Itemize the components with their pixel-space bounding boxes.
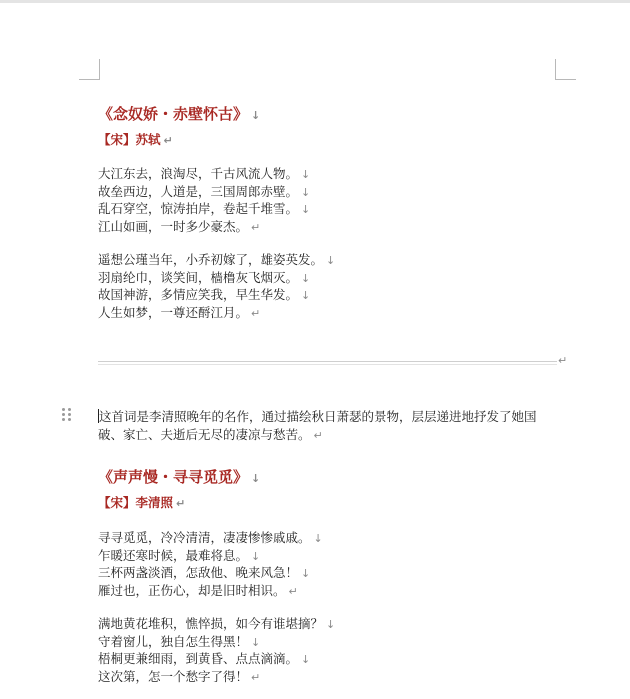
top-edge	[0, 0, 630, 3]
poem2-header	[98, 466, 260, 512]
verse-line[interactable]: 遥想公瑾当年，小乔初嫁了，雄姿英发。 ↓	[98, 252, 336, 267]
margin-corner-top-right	[555, 59, 576, 80]
paragraph-mark: ↵	[251, 306, 261, 320]
drag-handle-icon[interactable]	[62, 408, 72, 422]
verse-line[interactable]: 江山如画，一时多少豪杰。 ↵	[98, 218, 261, 234]
margin-corner-top-left	[79, 59, 100, 80]
verse-line[interactable]: 寻寻觅觅，冷冷清清，凄凄惨惨戚戚。 ↓	[98, 530, 323, 545]
verse-line[interactable]: 梧桐更兼细雨，到黄昏、点点滴滴。 ↓	[98, 651, 311, 667]
paragraph-mark: ↵	[558, 354, 568, 367]
paragraph-mark: ↵	[251, 670, 261, 684]
line-break-mark: ↓	[313, 532, 323, 545]
line-break-mark: ↓	[251, 472, 261, 485]
poem1-header	[98, 103, 260, 149]
poem1-title[interactable]: 《念奴娇・赤壁怀古》 ↓	[98, 105, 261, 123]
poem2-author[interactable]: 【宋】李清照 ↵	[98, 495, 186, 510]
verse-line[interactable]: 大江东去，浪淘尽，千古风流人物。 ↓	[98, 166, 311, 181]
verse-line[interactable]: 人生如梦，一尊还酹江月。 ↵	[98, 304, 261, 320]
verse-line[interactable]: 羽扇纶巾，谈笑间，樯橹灰飞烟灭。 ↓	[98, 269, 311, 285]
poem1-author[interactable]: 【宋】苏轼 ↵	[98, 132, 173, 147]
paragraph-mark: ↵	[251, 220, 261, 234]
verse-line[interactable]: 满地黄花堆积，憔悴损，如今有谁堪摘？ ↓	[98, 616, 336, 631]
line-break-mark: ↓	[301, 653, 311, 667]
line-break-mark: ↓	[301, 185, 311, 199]
poem2-stanza2	[98, 615, 335, 685]
verse-line[interactable]: 故国神游，多情应笑我，早生华发。 ↓	[98, 287, 311, 303]
line-break-mark: ↓	[251, 109, 261, 122]
paragraph-mark: ↵	[288, 584, 298, 598]
line-break-mark: ↓	[301, 271, 311, 285]
line-break-mark: ↓	[251, 635, 261, 649]
paragraph-mark: ↵	[313, 428, 323, 442]
paragraph-mark: ↵	[163, 134, 173, 147]
line-break-mark: ↓	[301, 289, 311, 303]
commentary-paragraph[interactable]: 这首词是李清照晚年的名作，通过描绘秋日萧瑟的景物，层层递进地抒发了她国破、家亡、夫逝后无尽的凄凉与愁苦。 ↵	[98, 409, 537, 442]
verse-line[interactable]: 乱石穿空，惊涛拍岸，卷起千堆雪。 ↓	[98, 201, 311, 217]
poem1-stanza2	[98, 251, 335, 321]
line-break-mark: ↓	[326, 254, 336, 267]
verse-line[interactable]: 故垒西边，人道是，三国周郎赤壁。 ↓	[98, 183, 311, 199]
verse-line[interactable]: 雁过也，正伤心，却是旧时相识。 ↵	[98, 582, 298, 598]
verse-line[interactable]: 三杯两盏淡酒，怎敌他、晚来风急！ ↓	[98, 565, 311, 581]
line-break-mark: ↓	[301, 203, 311, 217]
line-break-mark: ↓	[301, 168, 311, 181]
poem1-stanza1	[98, 165, 310, 235]
line-break-mark: ↓	[251, 549, 261, 563]
paragraph-mark: ↵	[176, 497, 186, 510]
verse-line[interactable]: 守着窗儿，独自怎生得黑！ ↓	[98, 633, 261, 649]
poem2-title[interactable]: 《声声慢・寻寻觅觅》 ↓	[98, 468, 261, 486]
horizontal-rule	[98, 361, 557, 365]
poem2-stanza1	[98, 529, 323, 599]
line-break-mark: ↓	[301, 567, 311, 581]
verse-line[interactable]: 乍暖还寒时候，最难将息。 ↓	[98, 547, 261, 563]
line-break-mark: ↓	[326, 618, 336, 631]
verse-line[interactable]: 这次第，怎一个愁字了得！ ↵	[98, 668, 261, 684]
